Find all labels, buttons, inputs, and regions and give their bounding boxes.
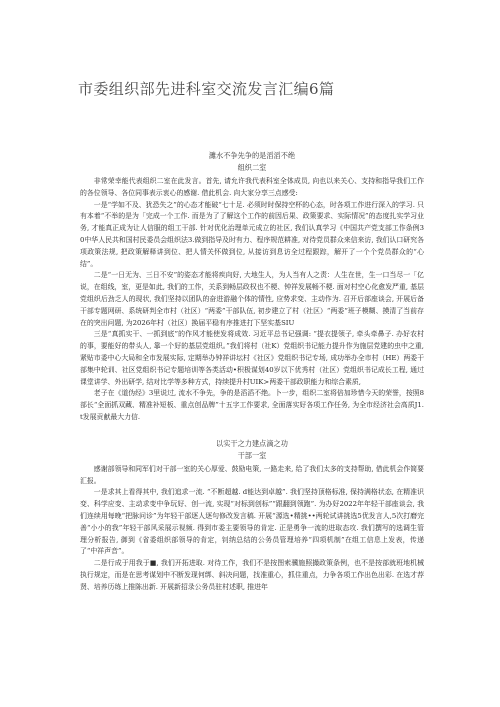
paragraph: 老子在《道伪经》3里说过, 流水不争先，争的是滔滔不绝。卜一步，组织二室将倍加珍惜今天的荣誉，按照8部长“全面抓双藏、精准补短板、重点创品牌”十五字工作要求, 全面落实好各项工作任务, 为全市经济社会高质J1.t发展贡献最大力信. [80,389,424,421]
section-heading: 濉水不争先争的是滔滔不绝 [208,151,296,160]
paragraph: 一是求其上看得其中, 我们追求一流. “不断超越. d能达到卓越”. 我们坚持顶格标准, 保持满格状态, 在精准识变、科学应变、主动求变中争玩好、创一流, 实现“对标到创标”“跟翻到领跑”. 为办好2022年年轻干部座谈会, 我们连续用每晚“把脉问诊”为年轻干部逐人逐句修改发言稿. 开展“源选•精挑••两轮试讲挑选5优发言人,5次打磨完善“小小的我”年轻干部风采展示视频. 得到市委主要领导的肯定. 正是勇争一流的进取态攻. 我们撰写的选调生管理分析报告, 御到《省委组织部领导的肯定，钊纳总结的公务员管理培养“四项机制”在组工信息上发表，传递了“中祥声音”。 [80,488,424,556]
paragraph: 非常荣幸能代表组织二室在此发言。首先, 请允许我代表科室全体成员, 向也以来关心、支持和指导我们工作的各位领导、各位同事表示衷心的感谢. 借此机会. 向大家分享三点感受: [80,177,424,197]
section-heading: 以实干之力建点滴之功 [216,438,288,448]
section-2 [80,438,424,594]
section-1 [80,150,424,424]
document-title: 市委组织部先进科室交流发言汇编6篇 [78,80,335,98]
section-department: 组织二室 [237,163,267,172]
section-department: 干部一室 [237,450,267,460]
paragraph: 一是“学如不及、犹恐失之”的心态才能破“七十足. 必须时时保持空杯的心态，时各项工作进行深入的学习. 只有本着“不举的是为「完成一个工作. 而是为了了解这个工作的前因后果、政策要求、实际情况”的态度扎实学习业务, 才能真正成为让人信服的组工干部. 针对优化治理单元成立的社区, 我们认真学习《中国共产党支部工作条例30中华人民共和国村民委员会组织法3.做到指导及时有力、程序规范耕准, 对待党员群众来信来访, 我们认口研究各项政策法规, 把政策解释讲到位、把人情关怀做到位, 从接访到息访全过程跟踪，解开了一个个党员群众的“心结”。 [80,200,424,268]
paragraph: 三是“真抓实干、一抓到底”的作风才能使发将成效. 习近平总书记强调: “提衣提领子, 牵头牵鼻子. 办好农村的事，要能好的带头人, 靠一个好的基层党组织。”我们将村（社K）党组织书记能力提升作为施层党建的虫中之重, 紧贴市委中心大局和全市发展实际, 定期举办钟祥讲坛村《社区》党组织书记专场, 成功举办全市村（HE）两委干部集中轮训、社区党组织书记专题培训等各类活动•积极谋划40岁以下优秀村（社区）党组织书记成长工程, 通过课堂讲学、外出研学, 结对比学等多种方式，持续提升村UIK>两委干部政职能力和综合素质, [80,330,424,386]
document-body [80,150,424,700]
paragraph: 感谢部领导和同军们对干部一室的关心厚爱、鼓励电策, 一路走来, 给了我们太多的支持帮助, 借此机会作简要汇报。 [80,464,424,485]
paragraph: 二是行成于用我于■, 我们开拓进取. 对待工作，我们不是按图索骥施照撮政策条例，也不是按部就班地机械执行规定，而是在思考谋划中不断发现何绑、斜决问题，找准重心，抓住重点，力争各项工作出色出彩. 在选才荐贤、培养历练上推陈出新. 开展新招录公务员驻村述职, 推进年 [80,559,424,591]
paragraph: 二是“一日无为、三日不安”的姿态才能将疾向好, 大地生人，为人当有人之责：人生在世，生一口当尽一「亿说，在组线，室，更是如此, 我们的工作，关系到畅层政权也不梗、钟祥发展畅不梗. 面对村空心化愈发严重, 基层党组织后劲乏人的现状, 我们坚持以团队的奋进游融个体的情性, 应势求变、主动作为. 召开后部座谈会, 开展后备干部专题网研、系统研判全市村（社区）“两委”干部队伍, 初步建立了村（社区）“两委”班子模糊、摸清了当前存在的突出问题, 为2026年村（社区）换届平稳有序推进打下坚实基SIU [80,271,424,327]
